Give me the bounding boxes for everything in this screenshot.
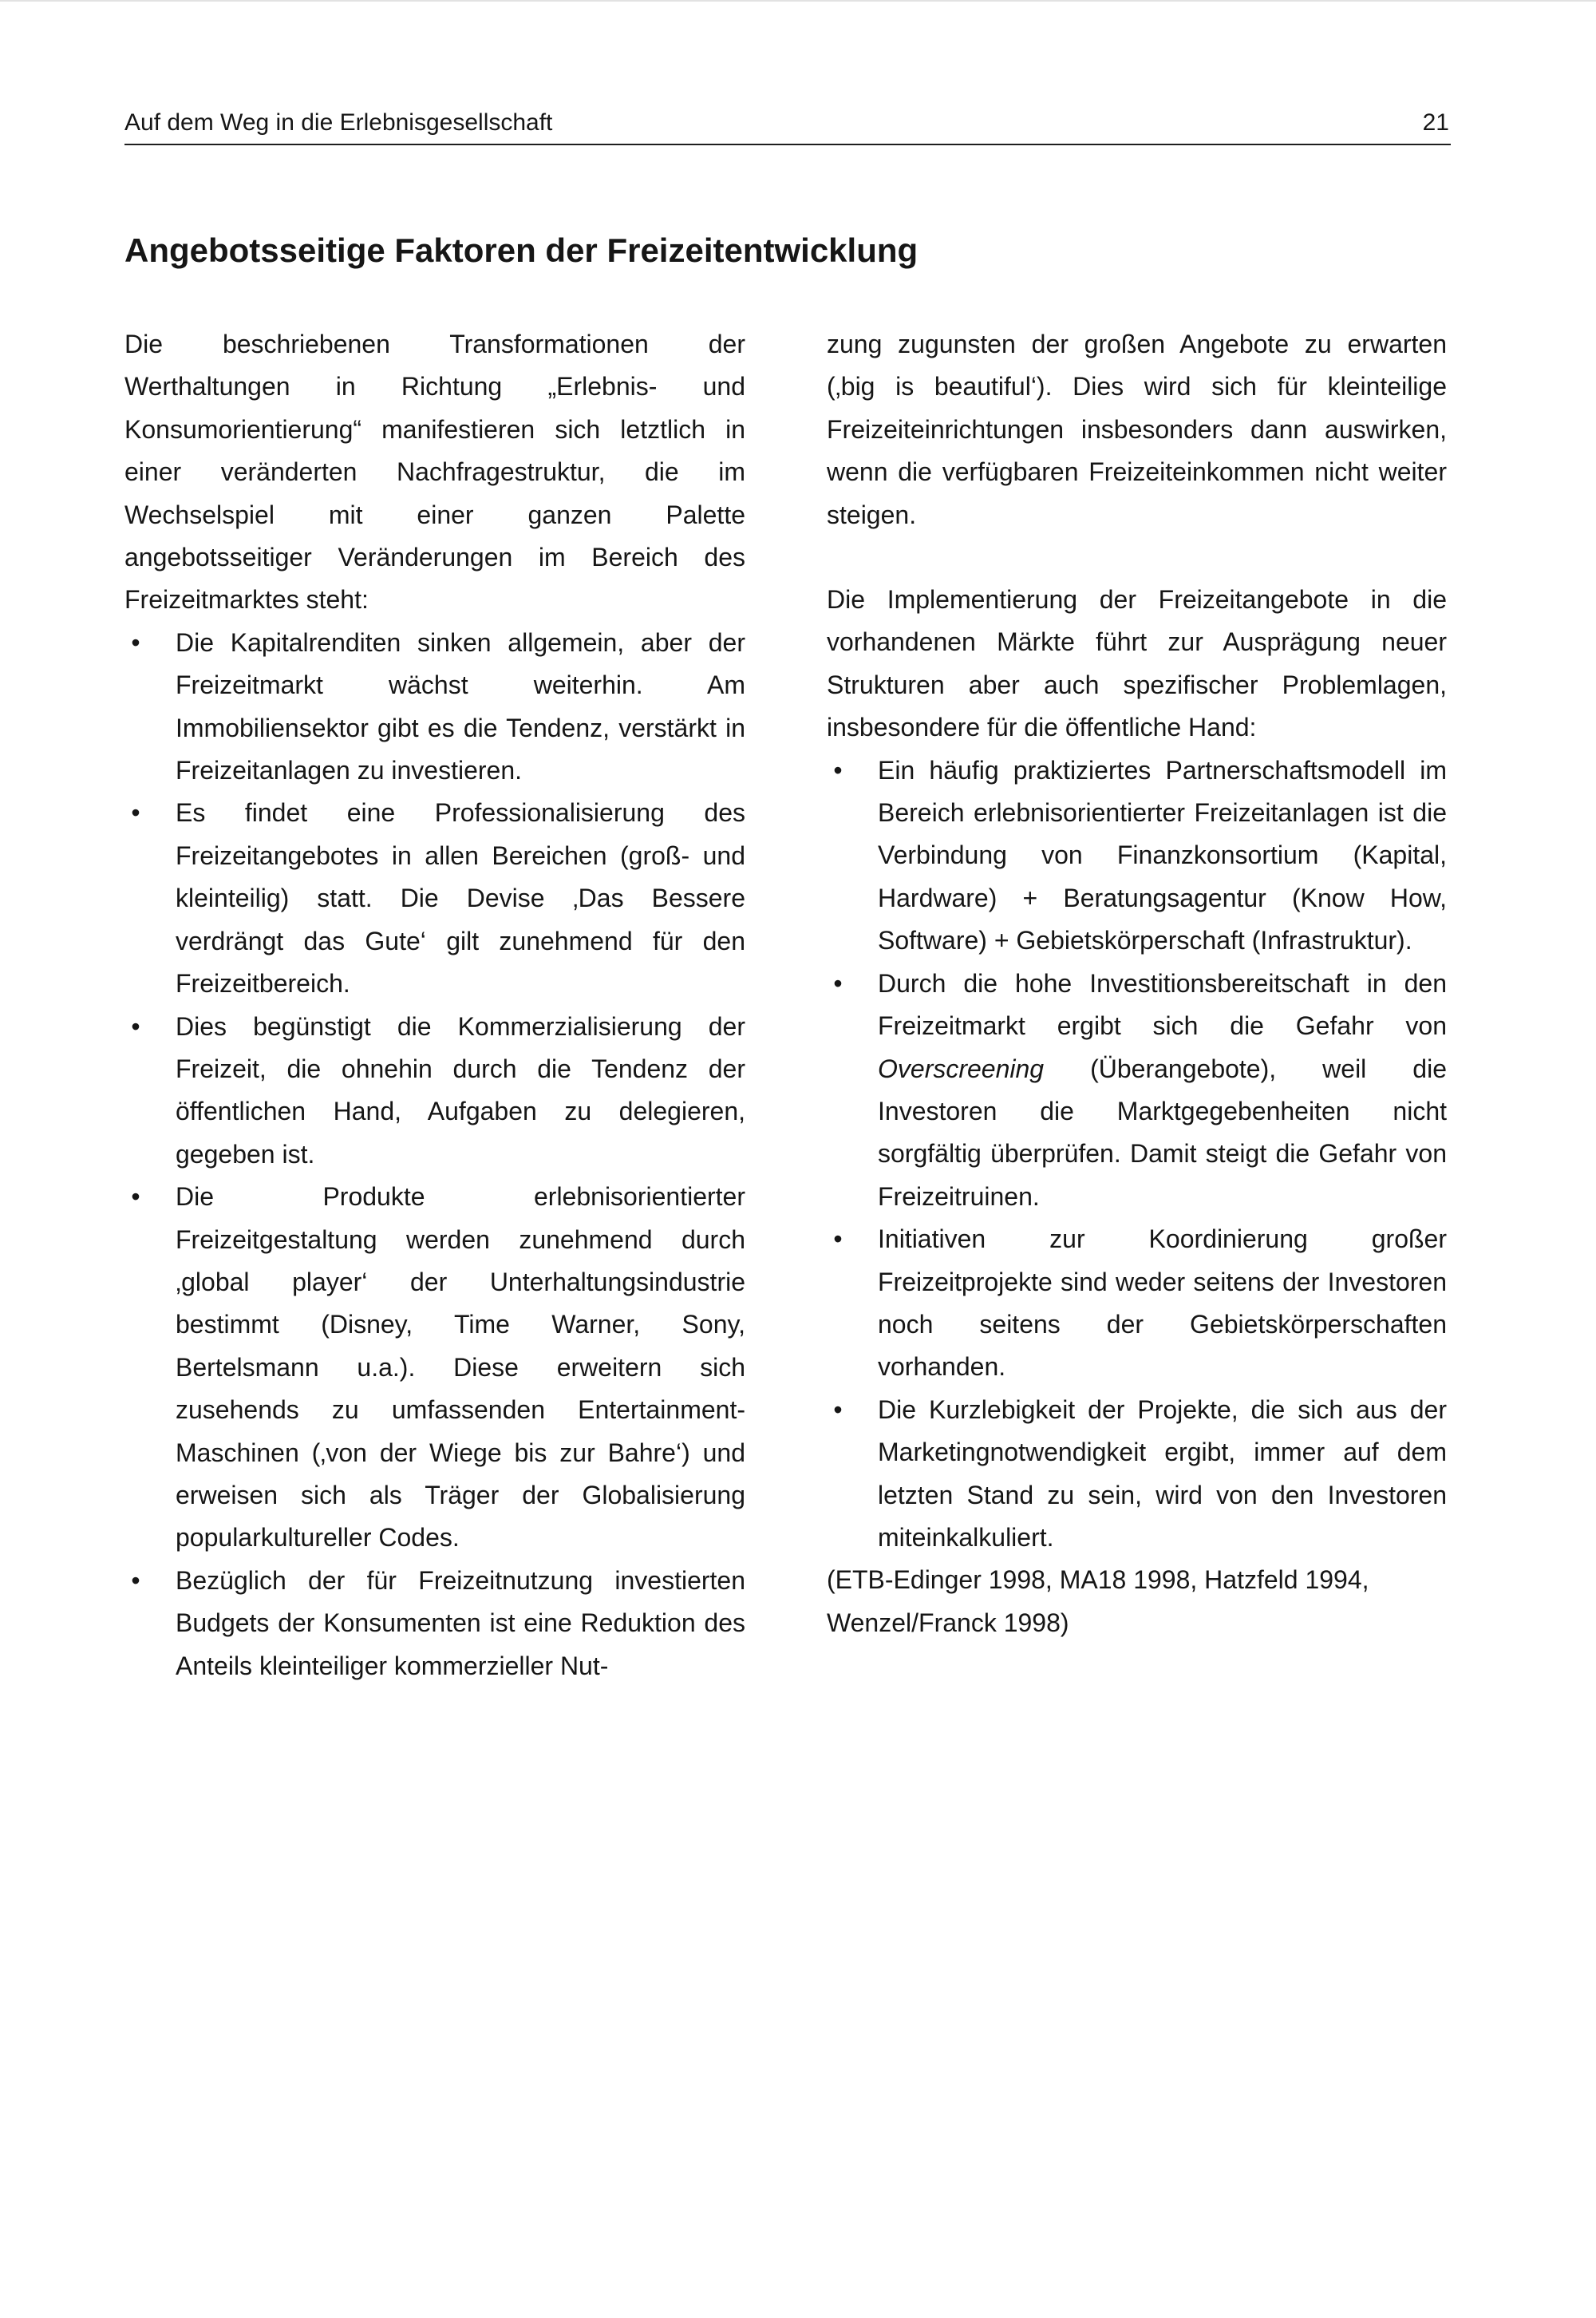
right-column: [827, 323, 1447, 1644]
list-item: [827, 750, 1447, 963]
page-number: 21: [1422, 109, 1449, 136]
list-item: [827, 1218, 1447, 1389]
list-item: [827, 1389, 1447, 1560]
list-item-text: Dies begünstigt die Kommerzialisierung der Freizeit, die ohnehin durch die Tendenz der öffentlichen Hand, Aufgaben zu delegieren, gegeben ist.: [176, 1011, 745, 1169]
bullet-icon: •: [131, 627, 140, 657]
references-line-2: Wenzel/Franck 1998): [827, 1608, 1069, 1637]
right-intro-paragraph: Die Implementierung der Freizeitangebote in die vorhandenen Märkte führt zur Ausprägung neuer Strukturen aber auch spezifischer Problemlagen, insbesondere für die öffentliche Hand:: [827, 585, 1447, 742]
list-item-text: Die Kapitalrenditen sinken allgemein, aber der Freizeitmarkt wächst weiterhin. Am Immobiliensektor gibt es die Tendenz, verstärkt in Freizeitanlagen zu investieren.: [176, 627, 745, 785]
list-item-text: Bezüglich der für Freizeitnutzung investierten Budgets der Konsumenten ist eine Reduktion des Anteils kleinteiliger kommerzieller Nut-: [176, 1565, 745, 1680]
bullet-icon: •: [131, 1011, 140, 1041]
page-top-edge: [0, 0, 1596, 2]
bullet-icon: •: [131, 1565, 140, 1595]
emphasized-term: Overscreening: [878, 1054, 1045, 1083]
list-item-text: Initiativen zur Koordinierung großer Freizeitprojekte sind weder seitens der Investoren noch seitens der Gebietskörperschaften vorhanden.: [878, 1224, 1447, 1382]
list-item: [124, 792, 745, 1005]
left-intro-paragraph: Die beschriebenen Transformationen der Werthaltungen in Richtung „Erlebnis- und Konsumorientierung“ manifestieren sich letztlich in einer veränderten Nachfragestruktur, die im Wechselspiel mit einer ganzen Palette angebotsseitiger Veränderungen im Bereich des Freizeitmarktes steht:: [124, 330, 745, 615]
bullet-icon: •: [833, 968, 843, 998]
bullet-icon: •: [131, 798, 140, 828]
running-header: [124, 105, 1451, 145]
continuation-paragraph: zung zugunsten der großen Angebote zu erwarten (‚big is beautiful‘). Dies wird sich für kleinteilige Freizeiteinrichtungen insbesonders dann auswirken, wenn die verfügbaren Freizeiteinkommen nicht weiter steigen.: [827, 330, 1447, 529]
running-header-title: Auf dem Weg in die Erlebnisgesellschaft: [124, 109, 553, 136]
list-item-text: Die Produkte erlebnisorientierter Freizeitgestaltung werden zunehmend durch ‚global player‘ der Unterhaltungsindustrie bestimmt (Disney, Time Warner, Sony, Bertelsmann u.a.). Diese erweitern sich zusehends zu umfassenden Entertainment-Maschinen (‚von der Wiege bis zur Bahre‘) und erweisen sich als Träger der Globalisierung popularkultureller Codes.: [176, 1182, 745, 1553]
list-item-text-end: (Überangebote), weil die Investoren die Marktgegebenheiten nicht sorgfältig überprüfen. Damit steigt die Gefahr von Freizeitruinen.: [878, 1054, 1447, 1211]
list-item-text: Die Kurzlebigkeit der Projekte, die sich aus der Marketingnotwendigkeit ergibt, immer auf dem letzten Stand zu sein, wird von den Investoren miteinkalkuliert.: [878, 1394, 1447, 1552]
references-line-1: (ETB-Edinger 1998, MA18 1998, Hatzfeld 1994,: [827, 1565, 1369, 1595]
list-item-text-start: Durch die hohe Investitionsbereitschaft in den Freizeitmarkt ergibt sich die Gefahr von: [878, 968, 1447, 1041]
list-item-text: Es findet eine Professionalisierung des Freizeitangebotes in allen Bereichen (groß- und kleinteilig) statt. Die Devise ‚Das Bessere verdrängt das Gute‘ gilt zunehmend für den Freizeitbereich.: [176, 798, 745, 999]
list-item: [124, 1176, 745, 1560]
bullet-icon: •: [833, 755, 843, 785]
left-column: [124, 323, 745, 1687]
bullet-icon: •: [833, 1394, 843, 1424]
list-item: [124, 1006, 745, 1177]
list-item: [827, 963, 1447, 1218]
right-bullet-list: [827, 750, 1447, 1560]
list-item: [124, 622, 745, 793]
left-bullet-list: [124, 622, 745, 1687]
list-item-text: Ein häufig praktiziertes Partnerschaftsmodell im Bereich erlebnisorientierter Freizeitanlagen ist die Verbindung von Finanzkonsortium (Kapital, Hardware) + Beratungsagentur (Know How, Software) + Gebietskörperschaft (Infrastruktur).: [878, 755, 1447, 955]
bullet-icon: •: [131, 1182, 140, 1212]
list-item: [124, 1560, 745, 1687]
section-heading: Angebotsseitige Faktoren der Freizeitentwicklung: [124, 231, 918, 269]
bullet-icon: •: [833, 1224, 843, 1254]
